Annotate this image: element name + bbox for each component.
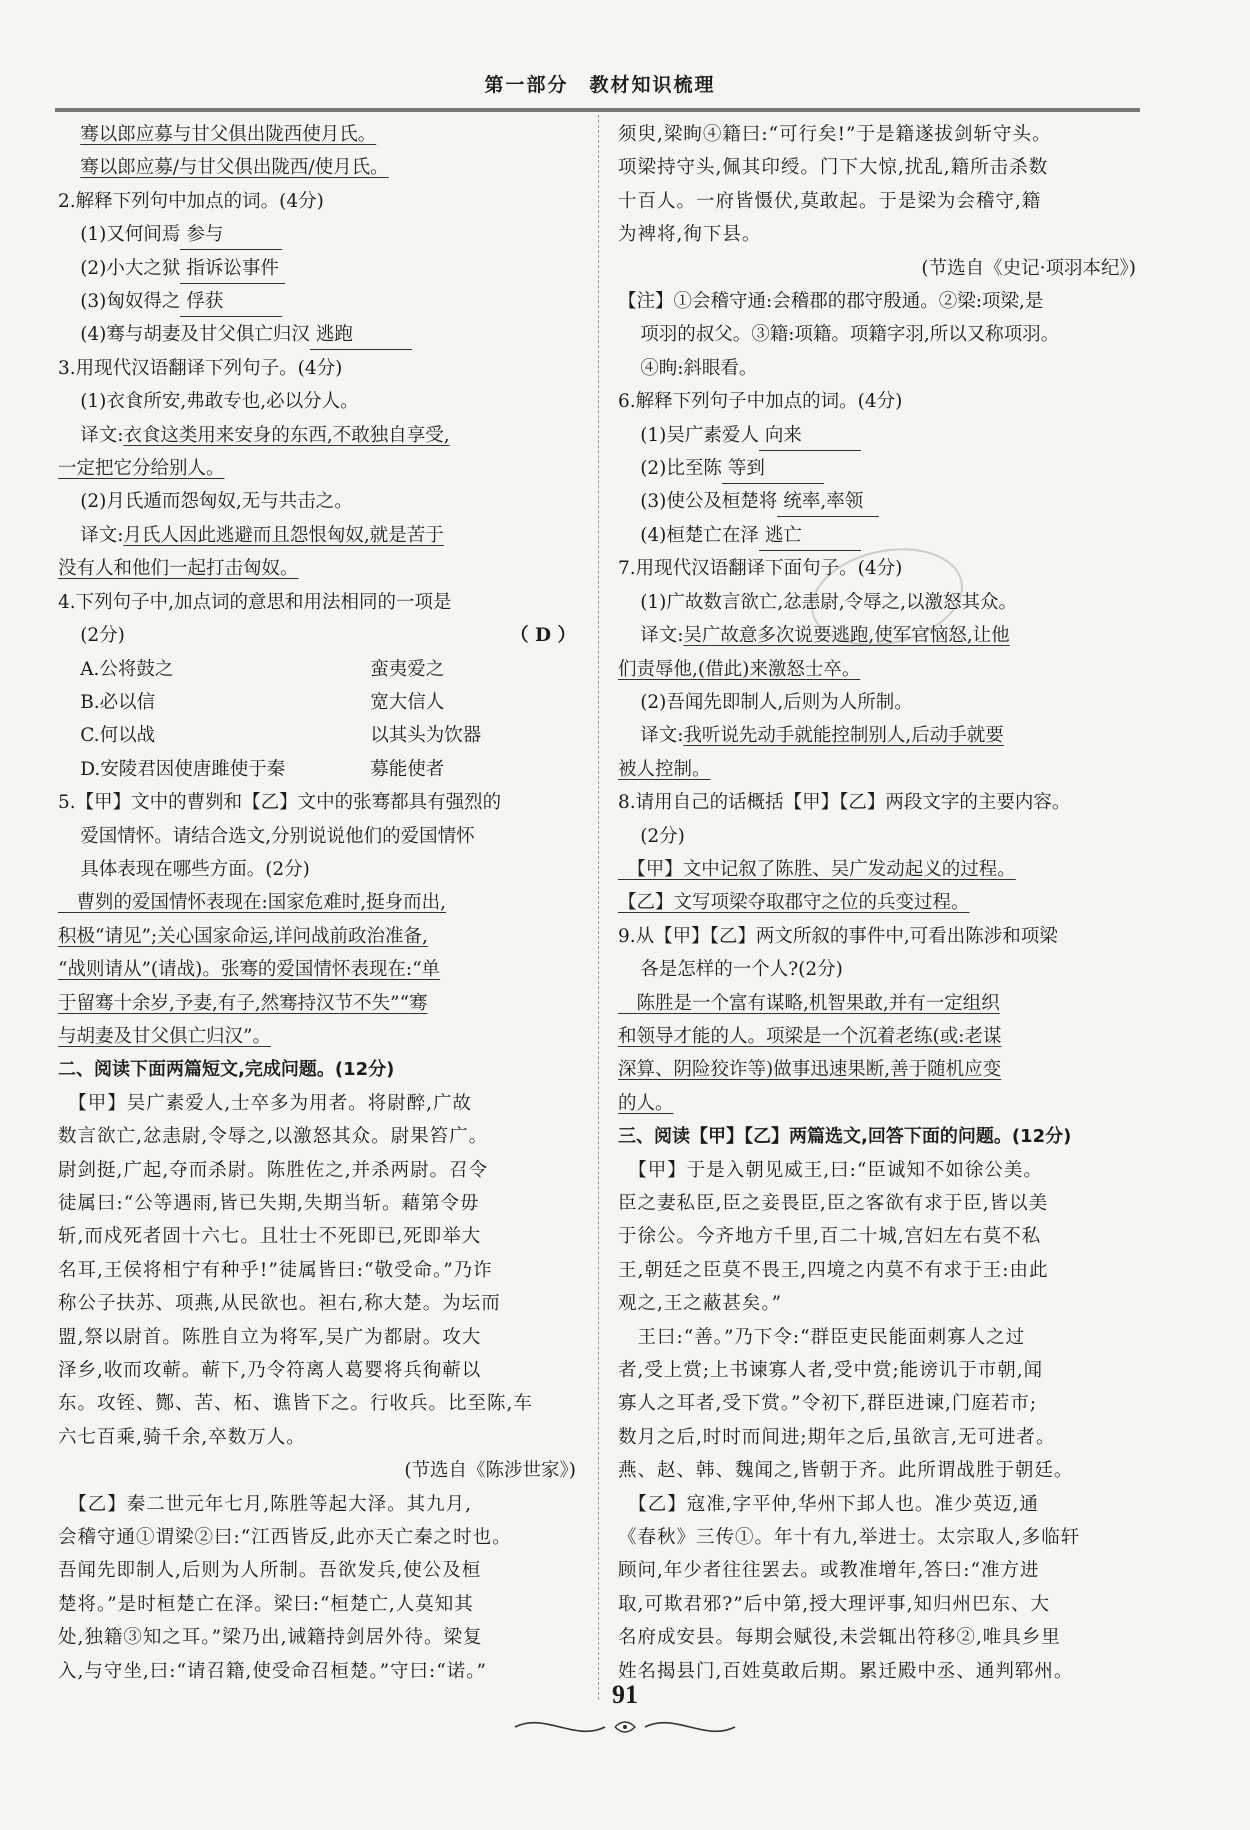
question-text: (2)月氏遁而怨匈奴,无与共击之。: [80, 491, 353, 513]
fill-prompt: (2)小大之狱: [80, 257, 181, 279]
fill-answer: 俘获: [180, 288, 282, 317]
fill-blank-item: [58, 318, 576, 351]
source-citation: (节选自《史记·项羽本纪》): [921, 257, 1136, 279]
classical-text-line: 寡人之耳者,受下赏。”令初下,群臣进谏,门庭若市;: [618, 1393, 1038, 1415]
classical-text-line: 项梁持守头,佩其印绶。门下大惊,扰乱,籍所击杀数: [618, 157, 1049, 179]
translation-label: 译文:: [80, 524, 124, 546]
choice-option: [58, 753, 576, 786]
running-header: 第一部分 教材知识梳理: [484, 74, 716, 96]
question-text: (1)衣食所安,弗敢专也,必以分人。: [80, 391, 359, 413]
classical-text-line: 徒属曰:“公等遇雨,皆已失期,失期当斩。藉第令毋: [58, 1193, 480, 1214]
fill-prompt: (1)吴广素爱人: [640, 424, 759, 446]
classical-text-line: 《春秋》三传①。年十有九,举进士。太宗取人,多临轩: [618, 1527, 1081, 1549]
column-divider: [598, 115, 599, 1700]
question-text: 具体表现在哪些方面。(2分): [80, 858, 310, 880]
answer-line: [618, 1020, 1136, 1053]
question-score: (2分): [80, 625, 125, 647]
classical-text-line: 处,独籍③知之耳。”梁乃出,诫籍持剑居外待。梁复: [58, 1627, 483, 1649]
fill-answer: 指诉讼事件: [180, 255, 285, 284]
answer-line: [58, 1020, 576, 1053]
question-text: 各是怎样的一个人?(2分): [640, 959, 843, 981]
classical-text-line: 王,朝廷之臣莫不畏王,四境之内莫不有求于王:由此: [618, 1259, 1049, 1281]
fill-answer: 逃亡: [759, 522, 861, 551]
classical-text-line: 盟,祭以尉首。陈胜自立为将军,吴广为都尉。攻大: [58, 1326, 482, 1348]
classical-text-line: 【乙】寇准,字平仲,华州下邽人也。准少英迈,通: [618, 1493, 1039, 1515]
translation-answer: 吴广故意多次说要逃跑,使军官恼怒,让他: [683, 625, 1010, 647]
classical-text-line: 十百人。一府皆慑伏,莫敢起。于是梁为会稽守,籍: [618, 190, 1042, 212]
answer-text: 与胡妻及甘父俱亡归汉”。: [58, 1025, 271, 1047]
answer-text: 骞以郎应募/与甘父俱出陇西/使月氏。: [80, 157, 389, 179]
choice-option: [58, 653, 576, 686]
classical-text-line: 泽乡,收而攻蕲。蕲下,乃令符离人葛婴将兵徇蕲以: [58, 1360, 482, 1382]
classical-text-line: 名府成安县。每期会赋役,未尝辄出符移②,唯具乡里: [618, 1627, 1061, 1649]
classical-text-line: 数言欲亡,忿恚尉,令辱之,以激怒其众。尉果笞广。: [58, 1126, 489, 1148]
classical-text-line: 东。攻铚、酂、苦、柘、谯皆下之。行收兵。比至陈,车: [58, 1393, 533, 1415]
left-column: [58, 118, 576, 1688]
answer-text: 于留骞十余岁,予妻,有子,然骞持汉节不失”“骞: [58, 992, 428, 1014]
question-text: (2)吾闻先即制人,后则为人所制。: [640, 691, 913, 713]
classical-text-line: 斩,而戍死者固十六七。且壮士不死即已,死即举大: [58, 1226, 482, 1248]
answer-text: 们责辱他,(借此)来激怒士卒。: [618, 658, 861, 680]
translation-line: [618, 619, 1136, 652]
question-stem: 2.解释下列句中加点的词。(4分): [58, 190, 324, 212]
answer-text: 【乙】文写项梁夺取郡守之位的兵变过程。: [618, 892, 970, 914]
answer-text: 积极“请见”;关心国家命运,详问战前政治准备,: [58, 925, 428, 947]
answer-text: 一定把它分给别人。: [58, 458, 225, 480]
fill-prompt: (2)比至陈: [640, 458, 722, 480]
classical-text-line: 会稽守通①谓梁②曰:“江西皆反,此亦天亡秦之时也。: [58, 1527, 512, 1549]
translation-label: 译文:: [80, 424, 124, 446]
classical-text-line: 称公子扶苏、项燕,从民欲也。袒右,称大楚。为坛而: [58, 1293, 501, 1315]
question-text: (2分): [640, 825, 685, 847]
answer-line: [58, 953, 576, 986]
right-column: [618, 118, 1136, 1688]
answer-text: 【甲】文中记叙了陈胜、吴广发动起义的过程。: [618, 858, 1016, 880]
translation-answer: 我听说先动手就能控制别人,后动手就要: [683, 725, 1004, 747]
classical-text-line: 取,可欺君邪?”后中第,授大理评事,知归州巴东、大: [618, 1593, 1051, 1615]
classical-text-line: 名耳,王侯将相宁有种乎!”徒属皆曰:“敬受命。”乃诈: [58, 1259, 493, 1281]
choice-b: 以其头为饮器: [370, 725, 482, 747]
question-text: 项羽的叔父。③籍:项籍。项籍字羽,所以又称项羽。: [640, 324, 1060, 346]
fill-blank-item: [58, 285, 576, 318]
answer-line: [618, 853, 1136, 886]
section-heading: 三、阅读【甲】【乙】两篇选文,回答下面的问题。(12分): [618, 1126, 1072, 1148]
translation-answer: 月氏人因此逃避而且怨恨匈奴,就是苦于: [123, 524, 444, 546]
answer-line: [618, 987, 1136, 1020]
fill-blank-item: [618, 419, 1136, 452]
choice-answer: （ D ）: [510, 625, 576, 647]
classical-text-line: 入,与守坐,曰:“请召籍,使受命召桓楚。”守曰:“诺。”: [58, 1660, 487, 1682]
fill-prompt: (3)匈奴得之: [80, 291, 181, 313]
fill-prompt: (4)桓楚亡在泽: [640, 524, 759, 546]
translation-label: 译文:: [640, 725, 684, 747]
translation-answer: 衣食这类用来安身的东西,不敢独自享受,: [123, 424, 450, 446]
fill-answer: 等到: [722, 455, 824, 484]
question-text: 爱国情怀。请结合选文,分别说说他们的爱国情怀: [80, 825, 475, 847]
question-text: ④眴:斜眼看。: [640, 357, 758, 379]
fill-answer: 统率,率领: [777, 488, 879, 517]
page-number: 91: [612, 1680, 638, 1709]
fill-blank-item: [58, 218, 576, 251]
answer-text: 曹刿的爱国情怀表现在:国家危难时,挺身而出,: [58, 892, 446, 914]
answer-text: 和领导才能的人。项梁是一个沉着老练(或:老谋: [618, 1025, 1002, 1047]
fill-blank-item: [618, 452, 1136, 485]
section-heading: 二、阅读下面两篇短文,完成问题。(12分): [58, 1059, 395, 1081]
classical-text-line: 于徐公。今齐地方千里,百二十城,宫妇左右莫不私: [618, 1226, 1042, 1248]
answer-text: 没有人和他们一起打击匈奴。: [58, 558, 299, 580]
question-score-line: [58, 619, 576, 652]
answer-line: [618, 1053, 1136, 1086]
classical-text-line: 【乙】秦二世元年七月,陈胜等起大泽。其九月,: [58, 1493, 473, 1515]
fill-prompt: (4)骞与胡妻及甘父俱亡归汉: [80, 324, 310, 346]
classical-text-line: 为裨将,徇下县。: [618, 224, 762, 246]
annotation-note: 【注】①会稽守通:会稽郡的郡守殷通。②梁:项梁,是: [618, 291, 1044, 313]
question-stem: 4.下列句子中,加点词的意思和用法相同的一项是: [58, 591, 452, 613]
fill-answer: 向来: [759, 422, 861, 451]
choice-b: 蛮夷爱之: [370, 658, 445, 680]
choice-option: [58, 686, 576, 719]
classical-text-line: 须臾,梁眴④籍曰:“可行矣!”于是籍遂拔剑斩守头。: [618, 124, 1052, 145]
classical-text-line: 楚将。”是时桓楚亡在泽。梁曰:“桓楚亡,人莫知其: [58, 1593, 474, 1615]
question-stem: 7.用现代汉语翻译下面句子。(4分): [618, 558, 903, 580]
choice-a: B.必以信: [80, 691, 156, 713]
choice-option: [58, 719, 576, 752]
classical-text-line: 者,受上赏;上书谏寡人者,受中赏;能谤讥于市朝,闻: [618, 1360, 1044, 1382]
fill-blank-item: [618, 485, 1136, 518]
answer-line: [58, 552, 576, 585]
answer-text: 陈胜是一个富有谋略,机智果敢,并有一定组织: [618, 992, 1000, 1014]
choice-b: 募能使者: [370, 758, 445, 780]
classical-text-line: 六七百乘,骑千余,卒数万人。: [58, 1426, 306, 1448]
translation-line: [58, 419, 576, 452]
fill-blank-item: [618, 519, 1136, 552]
classical-text-line: 燕、赵、韩、魏闻之,皆朝于齐。此所谓战胜于朝廷。: [618, 1460, 1074, 1482]
fill-answer: 逃跑: [310, 321, 412, 350]
fill-blank-item: [58, 252, 576, 285]
answer-line: [58, 987, 576, 1020]
classical-text-line: 【甲】于是入朝见威王,曰:“臣诚知不如徐公美。: [618, 1159, 1043, 1181]
translation-line: [58, 519, 576, 552]
question-stem: 6.解释下列句子中加点的词。(4分): [618, 391, 903, 413]
choice-a: C.何以战: [80, 725, 156, 747]
classical-text-line: 顾问,年少者往往罢去。或教准增年,答曰:“准方进: [618, 1560, 1040, 1582]
answer-line: [618, 886, 1136, 919]
classical-text-line: 姓名揭县门,百姓莫敢后期。累迁殿中丞、通判郓州。: [618, 1660, 1074, 1682]
translation-line: [618, 719, 1136, 752]
fill-prompt: (3)使公及桓楚将: [640, 491, 778, 513]
answer-text: “战则请从”(请战)。张骞的爱国情怀表现在:“单: [58, 959, 441, 981]
classical-text-line: 尉剑挺,广起,夺而杀尉。陈胜佐之,并杀两尉。召令: [58, 1159, 489, 1181]
classical-text-line: 臣之妻私臣,臣之妾畏臣,臣之客欲有求于臣,皆以美: [618, 1193, 1049, 1214]
question-stem: 9.从【甲】【乙】两文所叙的事件中,可看出陈涉和项梁: [618, 925, 1058, 947]
question-text: (1)广故数言欲亡,忿恚尉,令辱之,以激怒其众。: [640, 591, 1018, 613]
fill-answer: 参与: [180, 221, 282, 250]
choice-b: 宽大信人: [370, 691, 445, 713]
choice-a: D.安陵君因使唐雎使于秦: [80, 758, 286, 780]
fill-prompt: (1)又何间焉: [80, 224, 181, 246]
answer-line: [58, 886, 576, 919]
classical-text-line: 王曰:“善。”乃下令:“群臣吏民能面刺寡人之过: [618, 1326, 1026, 1348]
answer-line: [58, 118, 576, 151]
classical-text-line: 数月之后,时时而间进;期年之后,虽欲言,无可进者。: [618, 1426, 1056, 1448]
source-citation: (节选自《陈涉世家》): [404, 1460, 576, 1482]
answer-text: 被人控制。: [618, 758, 711, 780]
answer-line: [618, 653, 1136, 686]
answer-text: 骞以郎应募与甘父俱出陇西使月氏。: [80, 124, 377, 145]
classical-text-line: 【甲】吴广素爱人,士卒多为用者。将尉醉,广故: [58, 1092, 473, 1114]
answer-line: [58, 452, 576, 485]
answer-line: [618, 753, 1136, 786]
answer-text: 的人。: [618, 1092, 674, 1114]
answer-line: [58, 920, 576, 953]
header-rule: [55, 108, 1140, 112]
answer-line: [58, 151, 576, 184]
answer-text: 深算、阴险狡诈等)做事迅速果断,善于随机应变: [618, 1059, 1002, 1081]
question-stem: 8.请用自己的话概括【甲】【乙】两段文字的主要内容。: [618, 792, 1071, 814]
translation-label: 译文:: [640, 625, 684, 647]
choice-a: A.公将鼓之: [80, 658, 174, 680]
answer-line: [618, 1087, 1136, 1120]
page-ornament-icon: [505, 1712, 745, 1742]
classical-text-line: 吾闻先即制人,后则为人所制。吾欲发兵,使公及桓: [58, 1560, 482, 1582]
question-stem: 5.【甲】文中的曹刿和【乙】文中的张骞都具有强烈的: [58, 792, 502, 814]
question-stem: 3.用现代汉语翻译下列句子。(4分): [58, 357, 343, 379]
classical-text-line: 观之,王之蔽甚矣。”: [618, 1293, 783, 1315]
